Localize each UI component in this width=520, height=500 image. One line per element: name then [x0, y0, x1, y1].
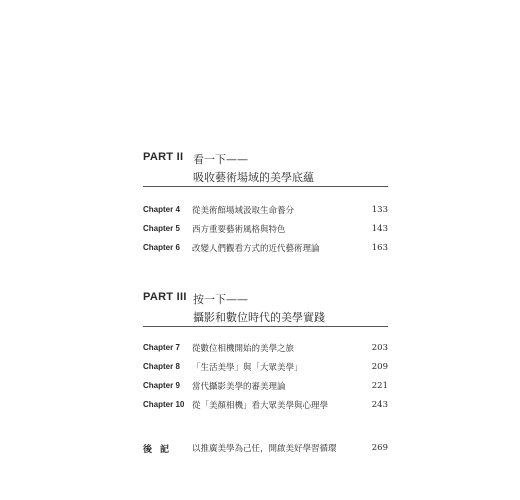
part-subtitle: 攝影和數位時代的美學實踐	[193, 311, 325, 324]
part-label: PART II	[143, 151, 184, 163]
chapter-page: 133	[371, 205, 388, 215]
toc-row[interactable]	[143, 400, 388, 414]
epilogue-label: 後記	[143, 445, 178, 455]
chapter-page: 163	[371, 243, 388, 253]
epilogue-title: 以推廣美學為己任，開啟美好學習循環	[192, 444, 337, 454]
toc-row[interactable]	[143, 381, 388, 395]
epilogue-page: 269	[371, 443, 388, 453]
chapter-page: 209	[371, 362, 388, 372]
chapter-title: 「生活美學」與「大眾美學」	[192, 363, 303, 373]
chapter-label: Chapter 10	[143, 400, 185, 409]
divider-rule	[143, 186, 388, 187]
epilogue-row[interactable]	[143, 443, 388, 457]
chapter-title: 從數位相機開始的美學之旅	[192, 344, 295, 354]
chapter-title: 西方重要藝術風格與特色	[192, 225, 286, 235]
chapter-page: 203	[371, 343, 388, 353]
part-title: 看一下——	[193, 153, 248, 166]
chapter-title: 從美術館場域汲取生命養分	[192, 206, 295, 216]
toc-row[interactable]	[143, 243, 388, 257]
chapter-title: 改變人們觀看方式的近代藝術理論	[192, 244, 320, 254]
chapter-page: 143	[371, 224, 388, 234]
chapter-label: Chapter 8	[143, 362, 180, 371]
chapter-page: 243	[371, 400, 388, 410]
chapter-page: 221	[371, 381, 388, 391]
toc-row[interactable]	[143, 343, 388, 357]
chapter-title: 當代攝影美學的審美理論	[192, 382, 286, 392]
part-label: PART III	[143, 291, 187, 303]
part-subtitle: 吸收藝術場域的美學底蘊	[193, 171, 314, 184]
divider-rule	[143, 326, 388, 327]
chapter-label: Chapter 4	[143, 205, 180, 214]
chapter-label: Chapter 7	[143, 343, 180, 352]
chapter-label: Chapter 9	[143, 381, 180, 390]
part-title: 按一下——	[193, 293, 248, 306]
chapter-label: Chapter 6	[143, 243, 180, 252]
toc-row[interactable]	[143, 205, 388, 219]
toc-row[interactable]	[143, 362, 388, 376]
toc-row[interactable]	[143, 224, 388, 238]
chapter-label: Chapter 5	[143, 224, 180, 233]
chapter-title: 從「美顏相機」看大眾美學與心理學	[192, 401, 329, 411]
